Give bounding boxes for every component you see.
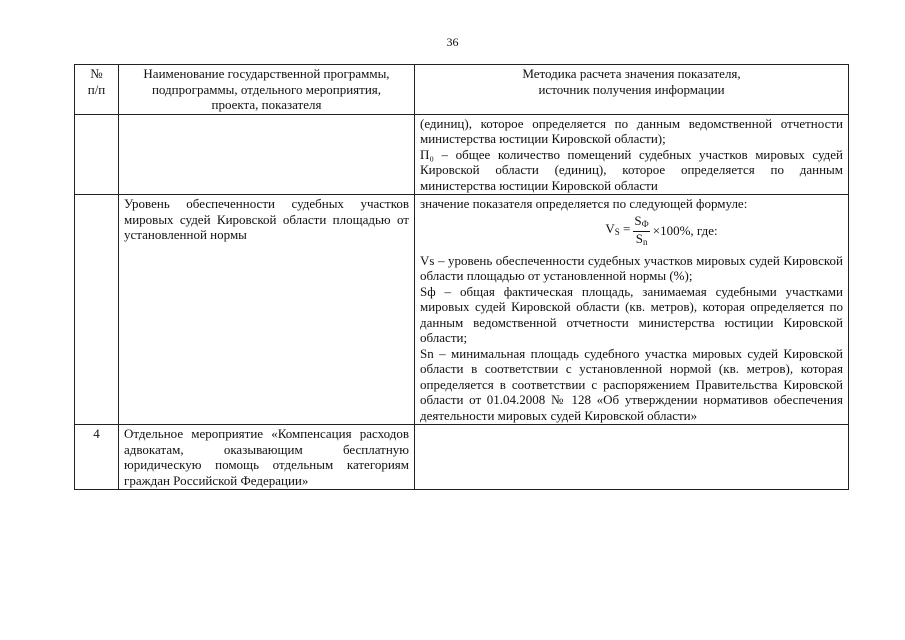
header-number: № п/п bbox=[75, 65, 119, 115]
table-row-indicator bbox=[75, 195, 849, 425]
cell-name: Уровень обеспеченности судебных участков мировых судей Кировской области площадью от установленной нормы bbox=[119, 195, 415, 425]
cell-method bbox=[415, 114, 849, 195]
cell-number bbox=[75, 195, 119, 425]
method-paragraph: (единиц), которое определяется по данным ведомственной отчетности министерства юстиции Кировской области); bbox=[420, 115, 843, 146]
formula-numerator: $S_Ф$ bbox=[633, 214, 649, 232]
formula bbox=[420, 214, 843, 249]
table-header-row bbox=[75, 65, 849, 115]
cell-method bbox=[415, 425, 849, 490]
table-row-measure-4 bbox=[75, 425, 849, 490]
cell-number bbox=[75, 114, 119, 195]
formula-tail: ×100%, где: bbox=[652, 223, 718, 239]
table-row-continuation bbox=[75, 114, 849, 195]
method-paragraph: Sn – минимальная площадь судебного участка мировых судей Кировской области в соответствии с установленной нормой (кв. метров), которая определяется в соответствии с распоряжением Правительства Кировской области от 01.04.2008 № 128 «Об утверждении нормативов обеспечения деятельности мировых судей Кировской области» bbox=[420, 345, 843, 423]
formula-lhs: $V_S$ = bbox=[605, 221, 631, 238]
method-intro: значение показателя определяется по следующей формуле: bbox=[420, 196, 748, 211]
cell-method bbox=[415, 195, 849, 425]
header-method: Методика расчета значения показателя, источник получения информации bbox=[415, 65, 849, 115]
formula-denominator: $S_n$ bbox=[635, 230, 648, 247]
cell-name bbox=[119, 114, 415, 195]
method-paragraph: Vs – уровень обеспеченности судебных участков мировых судей Кировской области площадью от установленной нормы (%); bbox=[420, 252, 843, 283]
cell-name: Отдельное мероприятие «Компенсация расходов адвокатам, оказывающим бесплатную юридическую помощь отдельным категориям граждан Российской Федерации» bbox=[119, 425, 415, 490]
indicator-table bbox=[74, 64, 849, 490]
method-paragraph: Sф – общая фактическая площадь, занимаемая судебными участками мировых судей Кировской области (кв. метров), которая определяется по данным ведомственной отчетности министерства юстиции Кировской области; bbox=[420, 283, 843, 345]
cell-number: 4 bbox=[75, 425, 119, 490]
header-name: Наименование государственной программы, подпрограммы, отдельного мероприятия, проекта, показателя bbox=[119, 65, 415, 115]
formula-fraction bbox=[633, 214, 649, 249]
page-number: 36 bbox=[446, 35, 459, 49]
method-paragraph: П₀ – общее количество помещений судебных участков мировых судей Кировской области (единиц), которое определяется по данным министерства юстиции Кировской области bbox=[420, 146, 843, 193]
